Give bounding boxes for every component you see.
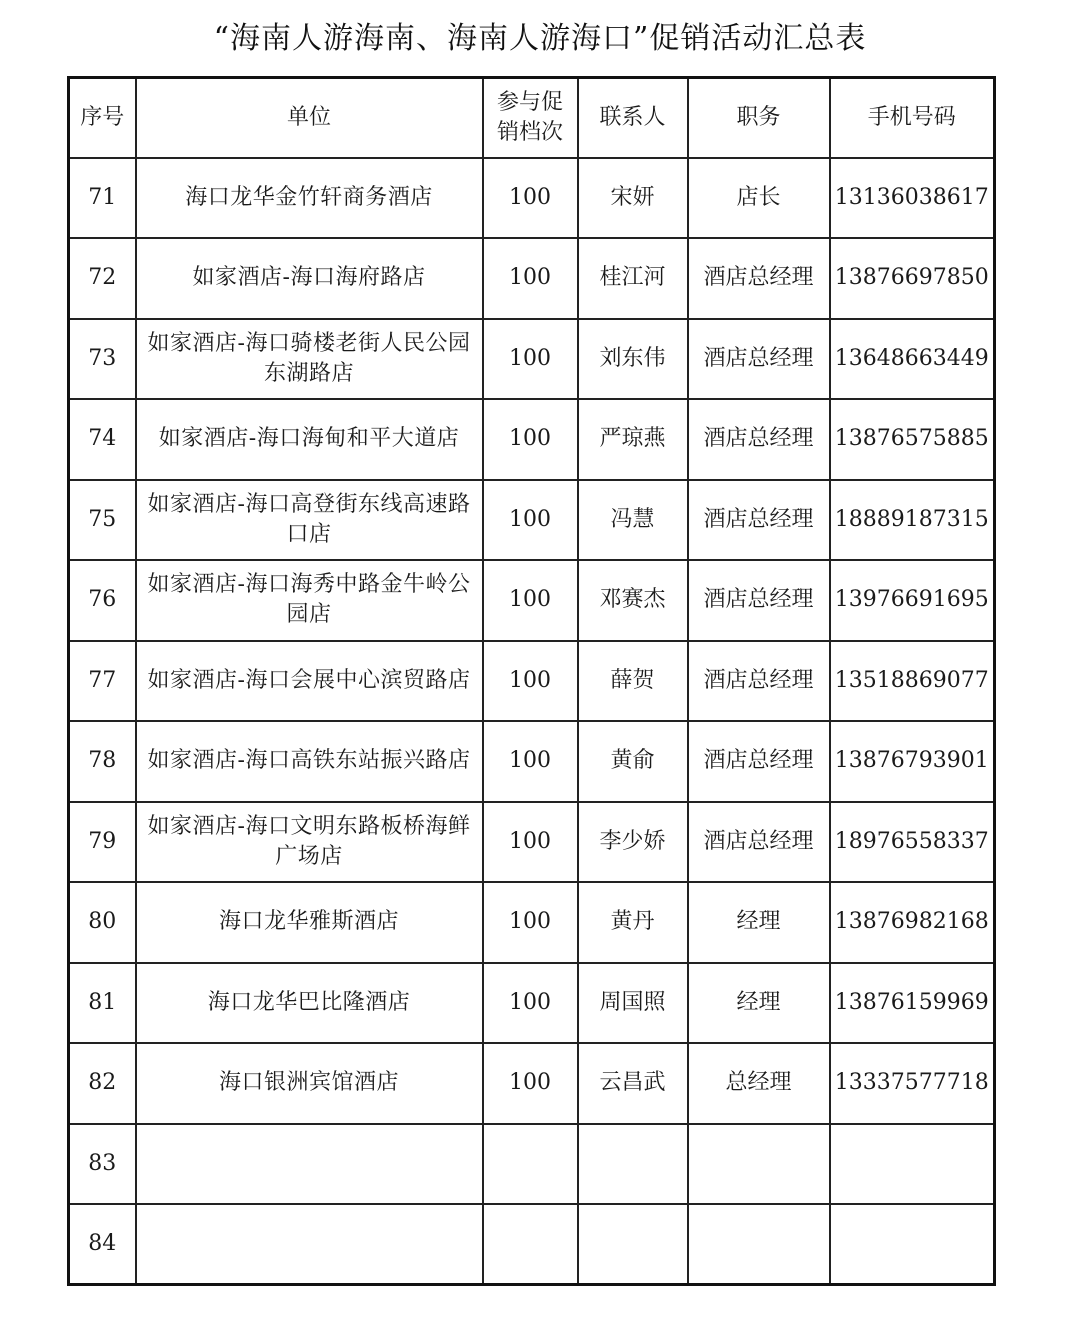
header-position: 职务 [688,78,830,158]
table-row [69,1124,995,1205]
phone-number [830,1204,995,1285]
phone-number: 13876159969 [830,963,995,1044]
unit-name: 如家酒店-海口高铁东站振兴路店 [136,721,483,802]
unit-name: 海口银洲宾馆酒店 [136,1043,483,1124]
row-number: 75 [69,480,136,561]
contact-name: 薛贺 [578,641,688,722]
contact-position: 经理 [688,963,830,1044]
unit-name: 如家酒店-海口会展中心滨贸路店 [136,641,483,722]
unit-name: 海口龙华巴比隆酒店 [136,963,483,1044]
contact-position: 酒店总经理 [688,399,830,480]
table-row [69,560,995,641]
unit-name: 海口龙华雅斯酒店 [136,882,483,963]
unit-name: 如家酒店-海口骑楼老街人民公园东湖路店 [136,319,483,400]
table-row [69,641,995,722]
contact-name: 云昌武 [578,1043,688,1124]
unit-name [136,1124,483,1205]
table-row [69,802,995,883]
promotion-count: 100 [483,399,578,480]
table-row [69,238,995,319]
contact-name: 黄丹 [578,882,688,963]
table-body [69,158,995,1285]
contact-position: 酒店总经理 [688,560,830,641]
contact-name: 桂江河 [578,238,688,319]
promotion-count: 100 [483,882,578,963]
table-header-row [69,78,995,158]
header-count: 参与促销档次 [483,78,578,158]
row-number: 72 [69,238,136,319]
row-number: 79 [69,802,136,883]
table-row [69,399,995,480]
row-number: 82 [69,1043,136,1124]
unit-name [136,1204,483,1285]
table-row [69,1043,995,1124]
contact-name [578,1124,688,1205]
row-number: 77 [69,641,136,722]
table-row [69,721,995,802]
row-number: 73 [69,319,136,400]
unit-name: 如家酒店-海口海秀中路金牛岭公园店 [136,560,483,641]
phone-number: 13518869077 [830,641,995,722]
contact-name: 邓赛杰 [578,560,688,641]
contact-position: 总经理 [688,1043,830,1124]
contact-name: 冯慧 [578,480,688,561]
promotion-count: 100 [483,721,578,802]
header-contact: 联系人 [578,78,688,158]
phone-number [830,1124,995,1205]
promotion-count: 100 [483,319,578,400]
header-unit: 单位 [136,78,483,158]
row-number: 83 [69,1124,136,1205]
contact-position: 经理 [688,882,830,963]
phone-number: 13648663449 [830,319,995,400]
contact-position: 酒店总经理 [688,480,830,561]
promotion-count [483,1124,578,1205]
contact-position [688,1124,830,1205]
contact-position: 酒店总经理 [688,802,830,883]
promotion-count: 100 [483,560,578,641]
contact-position: 酒店总经理 [688,238,830,319]
contact-name [578,1204,688,1285]
contact-position: 店长 [688,158,830,239]
contact-name: 黄俞 [578,721,688,802]
contact-position [688,1204,830,1285]
row-number: 74 [69,399,136,480]
table-row [69,319,995,400]
table-row [69,158,995,239]
row-number: 76 [69,560,136,641]
row-number: 84 [69,1204,136,1285]
phone-number: 13876697850 [830,238,995,319]
contact-position: 酒店总经理 [688,641,830,722]
header-phone: 手机号码 [830,78,995,158]
document-title: “海南人游海南、海南人游海口”促销活动汇总表 [213,21,867,56]
phone-number: 18976558337 [830,802,995,883]
phone-number: 13337577718 [830,1043,995,1124]
promotion-count: 100 [483,1043,578,1124]
contact-name: 周国照 [578,963,688,1044]
promotion-count: 100 [483,158,578,239]
unit-name: 如家酒店-海口海甸和平大道店 [136,399,483,480]
phone-number: 13976691695 [830,560,995,641]
promotion-count [483,1204,578,1285]
unit-name: 如家酒店-海口海府路店 [136,238,483,319]
row-number: 78 [69,721,136,802]
row-number: 71 [69,158,136,239]
promotion-count: 100 [483,802,578,883]
contact-name: 宋妍 [578,158,688,239]
promotion-summary-table [67,76,996,1286]
table-row [69,1204,995,1285]
contact-position: 酒店总经理 [688,721,830,802]
table-row [69,882,995,963]
contact-name: 李少娇 [578,802,688,883]
phone-number: 13136038617 [830,158,995,239]
promotion-count: 100 [483,238,578,319]
table-row [69,963,995,1044]
header-no: 序号 [69,78,136,158]
contact-name: 刘东伟 [578,319,688,400]
promotion-count: 100 [483,480,578,561]
promotion-count: 100 [483,641,578,722]
unit-name: 如家酒店-海口高登街东线高速路口店 [136,480,483,561]
promotion-count: 100 [483,963,578,1044]
phone-number: 18889187315 [830,480,995,561]
contact-name: 严琼燕 [578,399,688,480]
row-number: 81 [69,963,136,1044]
table-row [69,480,995,561]
contact-position: 酒店总经理 [688,319,830,400]
unit-name: 海口龙华金竹轩商务酒店 [136,158,483,239]
phone-number: 13876575885 [830,399,995,480]
row-number: 80 [69,882,136,963]
phone-number: 13876982168 [830,882,995,963]
unit-name: 如家酒店-海口文明东路板桥海鲜广场店 [136,802,483,883]
phone-number: 13876793901 [830,721,995,802]
